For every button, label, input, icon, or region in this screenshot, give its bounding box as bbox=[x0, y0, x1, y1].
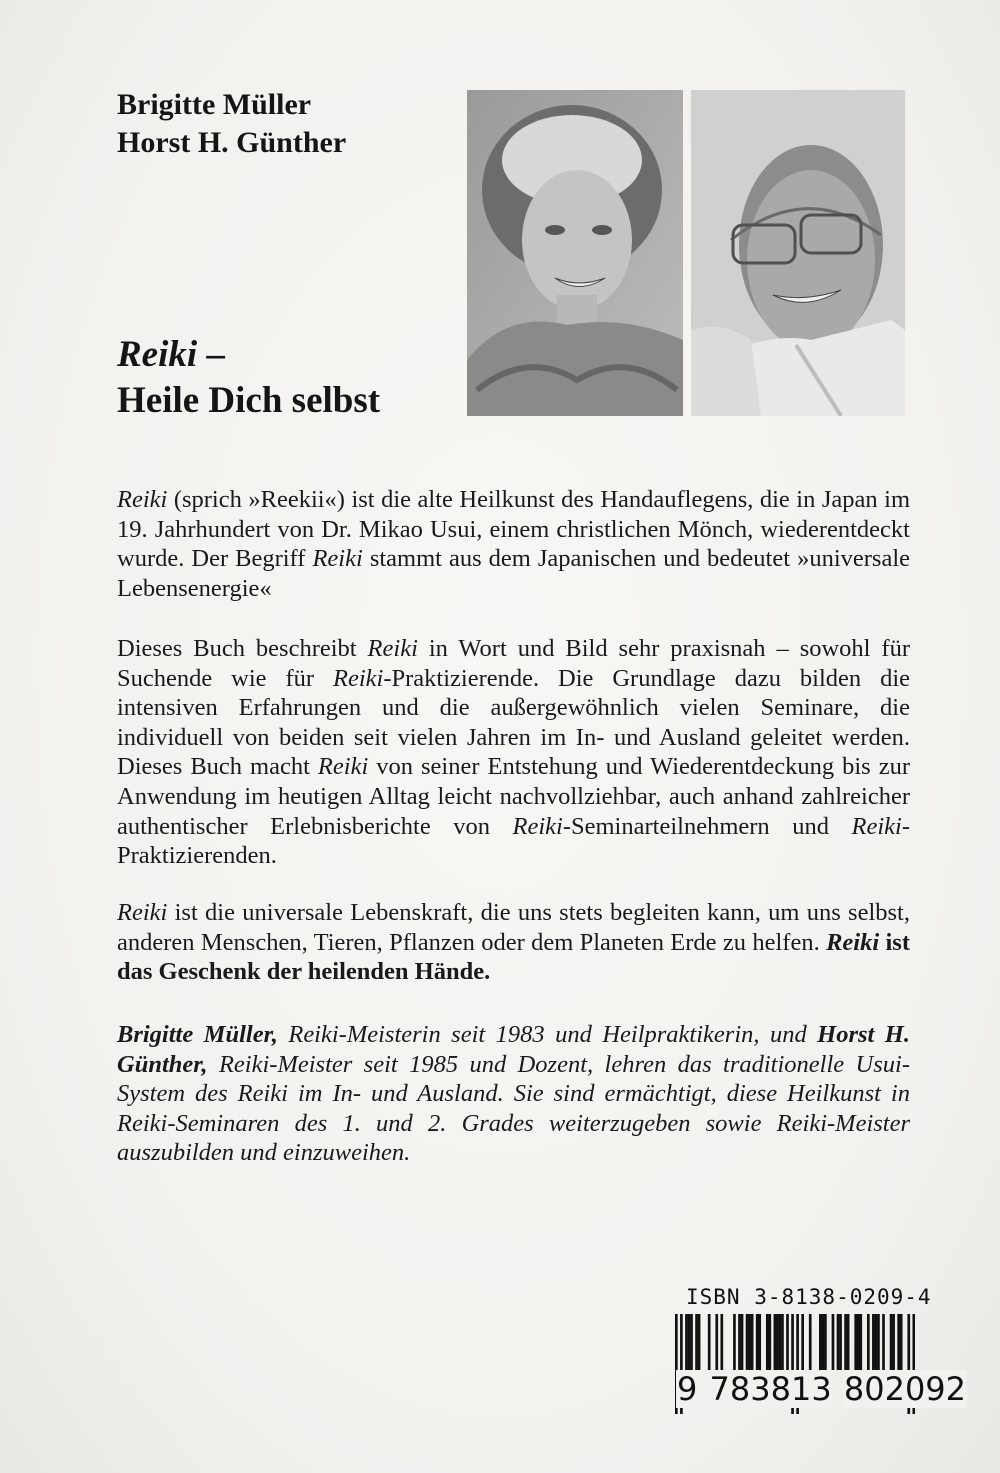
reiki-term: Reiki bbox=[317, 753, 369, 781]
text-run: -Praktizierende. Die Grundlage dazu bilden die intensiven Erfahrungen und die außergewöhnlich vielen Seminare, die individuell von beiden seit vielen Jahren im In- und Ausland geleitet werden. Dieses Buch macht bbox=[117, 664, 910, 781]
barcode-bar bbox=[859, 1314, 862, 1370]
author-photo-man bbox=[691, 90, 905, 416]
barcode-bar bbox=[715, 1314, 718, 1370]
reiki-term-bold: Reiki bbox=[826, 928, 880, 956]
text-run: -Praktizierenden. bbox=[117, 812, 910, 870]
barcode-bar bbox=[867, 1314, 870, 1370]
barcode-bar bbox=[844, 1314, 847, 1370]
barcode-bar bbox=[695, 1314, 698, 1370]
book-title bbox=[117, 332, 380, 424]
text-run: stammt aus dem Japanischen und bedeutet »universale Lebensenergie« bbox=[117, 545, 910, 602]
barcode-bar bbox=[819, 1314, 822, 1370]
ean-number bbox=[676, 1370, 967, 1408]
text-run: in Wort und Bild sehr praxisnah – sowohl für Suchende wie für bbox=[117, 635, 910, 692]
text-run: Dieses Buch beschreibt bbox=[117, 635, 368, 662]
barcode-bar bbox=[733, 1314, 736, 1370]
title-dash: – bbox=[197, 334, 225, 375]
reiki-term: Reiki bbox=[117, 486, 168, 513]
barcode-bar bbox=[756, 1314, 759, 1370]
text-run: -Seminarteilnehmern und bbox=[562, 812, 852, 840]
barcode-bar bbox=[837, 1314, 840, 1370]
barcode-bar bbox=[822, 1314, 825, 1370]
man-portrait-icon bbox=[691, 90, 905, 416]
barcode-bar bbox=[847, 1314, 850, 1370]
ean-first-digit: 9 bbox=[677, 1370, 698, 1408]
barcode-bar bbox=[758, 1314, 761, 1370]
barcode-bar bbox=[741, 1314, 744, 1370]
barcode-bar bbox=[779, 1314, 782, 1370]
barcode-bar bbox=[892, 1314, 895, 1370]
description-paragraph-3 bbox=[117, 898, 910, 987]
text-run: Reiki-Meisterin seit 1983 und Heilpraktikerin, und bbox=[277, 1021, 818, 1048]
barcode-bar bbox=[738, 1314, 741, 1370]
author-name: Horst H. Günther bbox=[117, 126, 347, 159]
barcode-bar bbox=[839, 1314, 842, 1370]
barcode-bar bbox=[774, 1314, 777, 1370]
barcode-bar bbox=[776, 1314, 779, 1370]
title-subtitle: Heile Dich selbst bbox=[117, 380, 381, 421]
author-name: Brigitte Müller bbox=[117, 88, 312, 121]
barcode-bar bbox=[781, 1314, 784, 1370]
reiki-term: Reiki bbox=[312, 545, 363, 573]
ean-right-group: 802092 bbox=[843, 1370, 967, 1408]
reiki-term: Reiki bbox=[512, 812, 563, 840]
barcode-bar bbox=[872, 1314, 875, 1370]
description-paragraph-1 bbox=[117, 485, 910, 603]
title-reiki: Reiki bbox=[117, 334, 198, 375]
author-bio-paragraph bbox=[117, 1020, 910, 1168]
reiki-term: Reiki bbox=[117, 899, 168, 926]
woman-portrait-icon bbox=[467, 90, 683, 416]
barcode-bar bbox=[832, 1314, 835, 1370]
barcode-bar bbox=[801, 1314, 804, 1370]
text-run: ist die universale Lebenskraft, die uns stets begleiten kann, um uns selbst, anderen Menschen, Tieren, Pflanzen oder dem Planeten Erde zu helfen. bbox=[117, 899, 910, 956]
barcode-bar bbox=[900, 1314, 903, 1370]
description-paragraph-2 bbox=[117, 634, 910, 871]
barcode-bar bbox=[857, 1314, 860, 1370]
barcode-bar bbox=[746, 1314, 749, 1370]
barcode-bar bbox=[824, 1314, 827, 1370]
barcode-bar bbox=[748, 1314, 751, 1370]
barcode-bar bbox=[897, 1314, 900, 1370]
barcode-bar bbox=[708, 1314, 711, 1370]
reiki-term: Reiki bbox=[367, 635, 418, 662]
reiki-term: Reiki bbox=[333, 664, 384, 692]
barcode-bar bbox=[882, 1314, 885, 1370]
author-name-bold: Brigitte Müller, bbox=[117, 1021, 278, 1048]
barcode-bar bbox=[786, 1314, 789, 1370]
barcode-bar bbox=[751, 1314, 754, 1370]
author-names bbox=[117, 86, 346, 162]
barcode-bar bbox=[698, 1314, 701, 1370]
barcode-bar bbox=[685, 1314, 688, 1370]
author-photo-woman bbox=[467, 90, 683, 416]
barcode-bar bbox=[688, 1314, 691, 1370]
barcode-bar bbox=[690, 1314, 693, 1370]
barcode-bar bbox=[766, 1314, 769, 1370]
reiki-term: Reiki bbox=[851, 812, 902, 840]
barcode-bar bbox=[854, 1314, 857, 1370]
isbn-label: ISBN 3-8138-0209-4 bbox=[686, 1285, 932, 1309]
tagline: ist das Geschenk der heilenden Hände. bbox=[117, 928, 911, 986]
text-run: (sprich »Reekii«) ist die alte Heilkunst des Handauflegens, die in Japan im 19. Jahrhundert von Dr. Mikao Usui, einem christlichen Mönch, wiederentdeckt wurde. Der Begriff bbox=[117, 486, 910, 573]
text-run: von seiner Entstehung und Wiederentdeckung bis zur Anwendung im heutigen Alltag leicht nachvollziehbar, auch anhand zahlreicher authentischer Erlebnisberichte von bbox=[117, 753, 910, 840]
text-run: Reiki-Meister seit 1985 und Dozent, lehren das traditionelle Usui-System des Reiki im In- und Ausland. Sie sind ermächtigt, diese Heilkunst in Reiki-Seminaren des 1. und 2. Grades weiterzugeben sowie Reiki-Meister auszubilden und einzuweihen. bbox=[117, 1050, 910, 1167]
ean-left-group: 783813 bbox=[709, 1370, 832, 1408]
author-name-bold: Horst H. Günther, bbox=[117, 1021, 910, 1078]
barcode-bar bbox=[720, 1314, 723, 1370]
barcode-bar bbox=[809, 1314, 812, 1370]
barcode-bar bbox=[768, 1314, 771, 1370]
barcode-bar bbox=[875, 1314, 878, 1370]
barcode-bar bbox=[877, 1314, 880, 1370]
barcode-bar bbox=[890, 1314, 893, 1370]
